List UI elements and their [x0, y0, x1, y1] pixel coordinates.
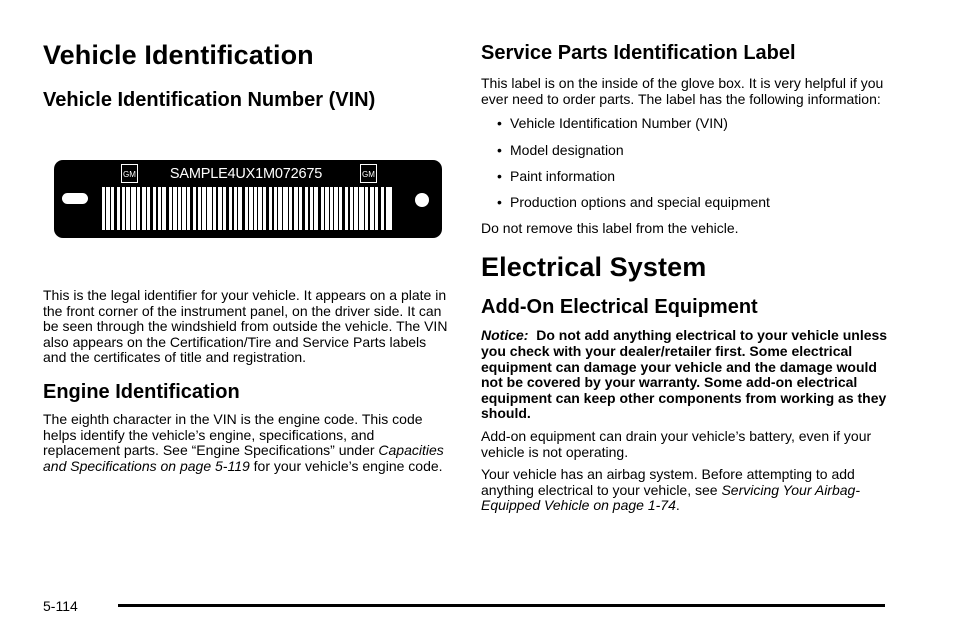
- list-item: [481, 115, 891, 131]
- left-lower: [43, 288, 448, 474]
- engine-paragraph-end: for your vehicle’s engine code.: [249, 457, 443, 474]
- plate-hole: [415, 193, 429, 207]
- engine-paragraph: [43, 412, 448, 474]
- list-item: [481, 168, 891, 184]
- gm-logo-left: GM: [121, 164, 138, 183]
- spl-note: Do not remove this label from the vehicle.: [481, 219, 739, 236]
- barcode-graphic: [102, 187, 392, 230]
- page-title: Vehicle Identification: [43, 40, 314, 70]
- bullet-icon: •: [497, 167, 502, 184]
- engine-heading: Engine Identification: [43, 380, 240, 403]
- vin-plate-text: SAMPLE4UX1M072675: [169, 166, 323, 182]
- page-number: 5-114: [43, 598, 78, 614]
- addon-heading: Add-On Electrical Equipment: [481, 296, 758, 319]
- left-column: [43, 40, 448, 112]
- right-column: [481, 42, 891, 514]
- footer-rule: [118, 604, 885, 607]
- list-item-text: Production options and special equipment: [510, 194, 770, 211]
- airbag-paragraph-end: .: [675, 497, 680, 514]
- list-item-text: Vehicle Identification Number (VIN): [510, 115, 728, 132]
- vin-paragraph: This is the legal identifier for your vehicle. It appears on a plate in the front corner of the instrument panel, on the driver side. It can be seen through the windshield from outside the vehicle. The VIN also appears on the Certification/Tire and Service Parts labels and the certificates of title and registration.: [43, 287, 448, 366]
- spl-paragraph: This label is on the inside of the glove box. It is very helpful if you ever need to order parts. The label has the following information:: [481, 75, 884, 107]
- notice-text: Do not add anything electrical to your vehicle unless you check with your dealer/retailer first. Some electrical equipment can damage your vehicle and the damage would not be covered by your warranty. Some add-on electrical equipment can keep other components from working as they should.: [481, 327, 888, 422]
- spl-list: [481, 115, 891, 210]
- vin-plate-image: [54, 160, 442, 238]
- gm-logo-right: GM: [360, 164, 377, 183]
- engine-paragraph-text: The eighth character in the VIN is the engine code. This code helps identify the vehicle’s engine, specifications, and replacement parts. See “Engine Specifications” under: [43, 410, 423, 459]
- battery-paragraph: Add-on equipment can drain your vehicle’s battery, even if your vehicle is not operating.: [481, 427, 872, 460]
- notice-paragraph: [481, 328, 891, 422]
- vin-heading: Vehicle Identification Number (VIN): [43, 89, 376, 111]
- plate-slot: [62, 193, 88, 204]
- engine-specs-reference: Capacities and Specifications on page 5-119: [43, 442, 444, 474]
- airbag-paragraph: [481, 467, 891, 514]
- airbag-paragraph-text: Your vehicle has an airbag system. Before attempting to add anything electrical to your vehicle, see: [481, 466, 855, 498]
- bullet-icon: •: [497, 115, 502, 132]
- electrical-title: Electrical System: [481, 252, 707, 283]
- list-item-text: Model designation: [510, 141, 624, 158]
- list-item: [481, 194, 891, 210]
- spl-heading: Service Parts Identification Label: [481, 42, 796, 64]
- bullet-icon: •: [497, 141, 502, 158]
- list-item: [481, 142, 891, 158]
- bullet-icon: •: [497, 194, 502, 211]
- airbag-reference: Servicing Your Airbag-Equipped Vehicle on page 1-74: [481, 481, 860, 514]
- notice-label: Notice:: [481, 327, 529, 344]
- list-item-text: Paint information: [510, 167, 616, 184]
